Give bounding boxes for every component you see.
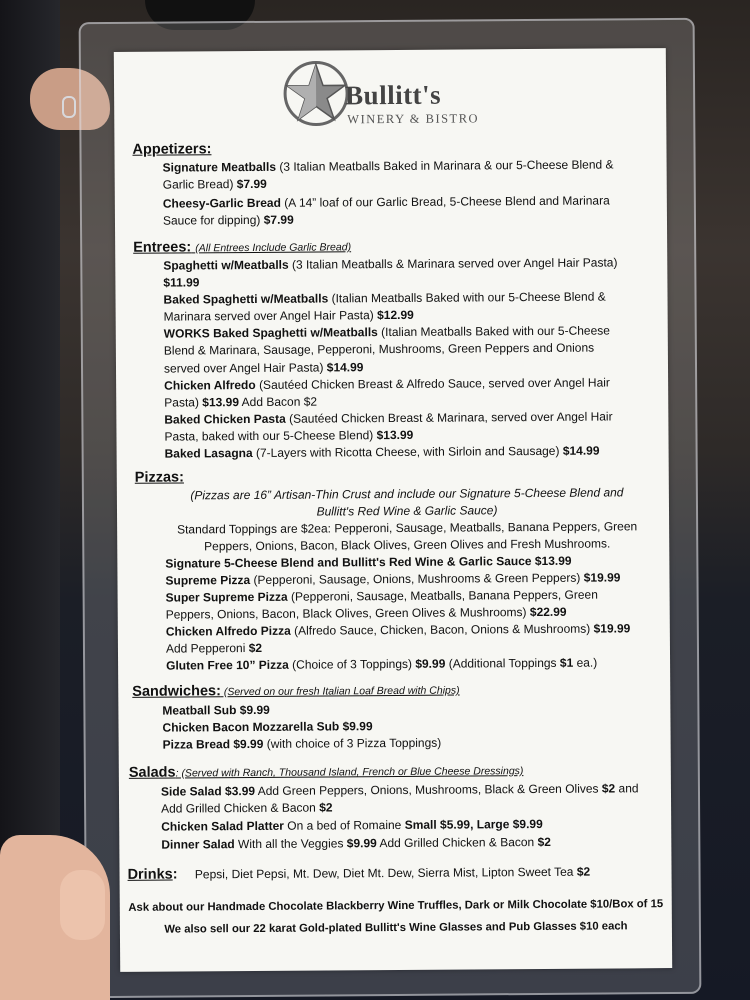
menu-item: Baked Spaghetti w/Meatballs (Italian Meatballs Baked with our 5-Cheese Blend & Marinara served over Angel Hair Pasta) $12.99	[163, 289, 606, 324]
entrees-note: (All Entrees Include Garlic Bread)	[195, 241, 352, 255]
pizzas-heading: Pizzas:	[134, 469, 184, 486]
star-logo-icon	[281, 58, 351, 128]
menu-item: WORKS Baked Spaghetti w/Meatballs (Italian Meatballs Baked with our 5-Cheese Blend & Marinara, Sausage, Pepperoni, Mushrooms, Green Peppers and Onions served over Angel Hair Pasta) $14.99	[163, 323, 610, 376]
logo	[281, 57, 512, 139]
menu-item: Dinner Salad With all the Veggies $9.99 Add Grilled Chicken & Bacon $2	[161, 834, 551, 852]
drinks-row: Drinks: Pepsi, Diet Pepsi, Mt. Dew, Diet Mt. Dew, Sierra Mist, Lipton Sweet Tea $2	[127, 864, 591, 883]
sandwiches-note: (Served on our fresh Italian Loaf Bread with Chips)	[220, 684, 460, 699]
pizzas-toppings: Standard Toppings are $2ea: Pepperoni, Sausage, Meatballs, Banana Peppers, Green Peppers, Onions, Bacon, Black Olives, Green Olives and Fresh Mushrooms.	[177, 519, 638, 554]
menu-item: Signature Meatballs (3 Italian Meatballs Baked in Marinara & our 5-Cheese Blend & Garlic Bread) $7.99	[162, 157, 614, 192]
menu-item: Super Supreme Pizza (Pepperoni, Sausage, Meatballs, Banana Peppers, Green Peppers, Onions, Bacon, Black Olives, Green Olives & Mushrooms) $22.99	[165, 587, 598, 622]
menu-item: Gluten Free 10” Pizza (Choice of 3 Toppings) $9.99 (Additional Toppings $1 ea.)	[166, 655, 598, 673]
footer-truffles: Ask about our Handmade Chocolate Blackberry Wine Truffles, Dark or Milk Chocolate $10/Box of 15	[128, 898, 664, 914]
logo-name: Bullitt's	[344, 79, 442, 111]
menu-item: Chicken Alfredo Pizza (Alfredo Sauce, Chicken, Bacon, Onions & Mushrooms) $19.99 Add Pepperoni $2	[165, 621, 631, 656]
menu-item: Baked Lasagna (7-Layers with Ricotta Cheese, with Sirloin and Sausage) $14.99	[164, 443, 600, 461]
menu-item: Pizza Bread $9.99 (with choice of 3 Pizza Toppings)	[162, 735, 442, 752]
menu-item: Chicken Salad Platter On a bed of Romaine Small $5.99, Large $9.99	[161, 816, 543, 834]
salads-note: : (Served with Ranch, Thousand Island, French or Blue Cheese Dressings)	[175, 765, 524, 780]
appetizers-heading: Appetizers:	[132, 141, 212, 158]
ring	[62, 96, 76, 118]
menu-item: Signature 5-Cheese Blend and Bullitt's Red Wine & Garlic Sauce $13.99	[165, 553, 572, 571]
footer-glasses: We also sell our 22 karat Gold-plated Bullitt's Wine Glasses and Pub Glasses $10 each	[164, 920, 628, 936]
salads-heading: Salads: (Served with Ranch, Thousand Island, French or Blue Cheese Dressings)	[128, 764, 524, 781]
menu-item: Side Salad $3.99 Add Green Peppers, Onions, Mushrooms, Black & Green Olives $2 and Add Grilled Chicken & Bacon $2	[160, 781, 639, 816]
menu-item: Spaghetti w/Meatballs (3 Italian Meatballs & Marinara served over Angel Hair Pasta) $11.99	[163, 255, 618, 290]
logo-subtitle: WINERY & BISTRO	[347, 111, 480, 127]
menu-item: Chicken Bacon Mozzarella Sub $9.99	[162, 719, 373, 735]
menu-page	[114, 48, 672, 972]
menu-item: Chicken Alfredo (Sautéed Chicken Breast & Alfredo Sauce, served over Angel Hair Pasta) $13.99 Add Bacon $2	[164, 375, 610, 410]
sandwiches-heading: Sandwiches: (Served on our fresh Italian Loaf Bread with Chips)	[132, 683, 460, 700]
thumb	[60, 870, 105, 940]
menu-item: Cheesy-Garlic Bread (A 14” loaf of our Garlic Bread, 5-Cheese Blend and Marinara Sauce for dipping) $7.99	[162, 193, 610, 228]
menu-item: Meatball Sub $9.99	[162, 702, 270, 718]
menu-item: Supreme Pizza (Pepperoni, Sausage, Onions, Mushrooms & Green Peppers) $19.99	[165, 570, 621, 588]
drinks-heading: Drinks	[127, 866, 173, 883]
pizzas-intro: (Pizzas are 16” Artisan-Thin Crust and include our Signature 5-Cheese Blend and Bullitt's Red Wine & Garlic Sauce)	[190, 485, 624, 519]
entrees-heading: Entrees: (All Entrees Include Garlic Bread)	[133, 239, 352, 256]
menu-item: Baked Chicken Pasta (Sautéed Chicken Breast & Marinara, served over Angel Hair Pasta, baked with our 5-Cheese Blend) $13.99	[164, 409, 613, 444]
